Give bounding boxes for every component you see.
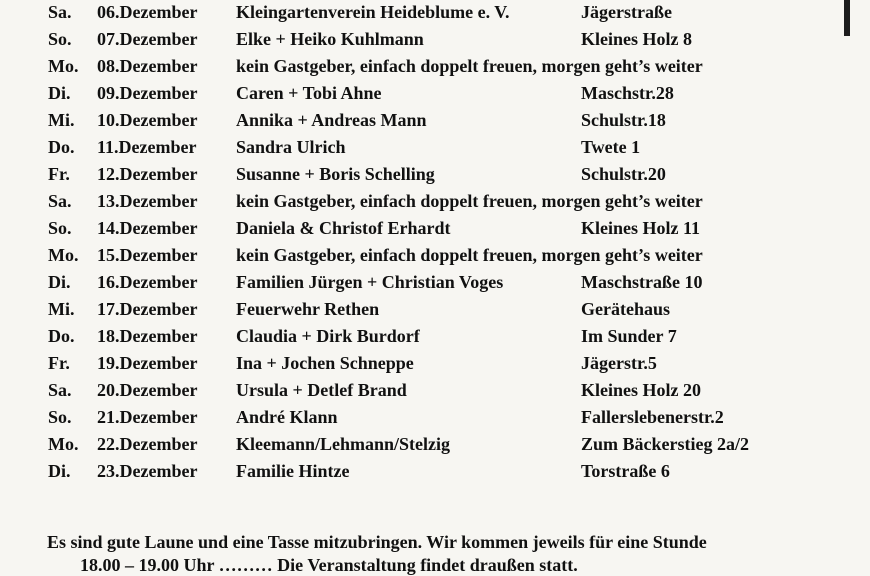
weekday-label: Sa. [48, 2, 72, 22]
date-label: 18.Dezember [97, 326, 198, 346]
schedule-row [0, 55, 850, 82]
schedule-row [0, 28, 850, 55]
venue-address: Fallerslebenerstr.2 [581, 407, 724, 427]
host-name: Familie Hintze [236, 461, 350, 481]
venue-address: Schulstr.20 [581, 164, 666, 184]
host-name: Kleemann/Lehmann/Stelzig [236, 434, 451, 454]
schedule-row [0, 271, 850, 298]
weekday-label: Di. [48, 272, 71, 292]
date-label: 10.Dezember [97, 110, 198, 130]
schedule-row [0, 433, 850, 460]
schedule-row [0, 352, 850, 379]
host-name: Kleingartenverein Heideblume e. V. [236, 2, 510, 22]
date-label: 15.Dezember [97, 245, 198, 265]
host-name: Ina + Jochen Schneppe [236, 353, 414, 373]
weekday-label: So. [48, 29, 72, 49]
date-label: 13.Dezember [97, 191, 198, 211]
schedule-row [0, 379, 850, 406]
weekday-label: So. [48, 407, 72, 427]
date-label: 12.Dezember [97, 164, 198, 184]
schedule-row [0, 1, 850, 28]
weekday-label: Mo. [48, 245, 79, 265]
venue-address: Maschstraße 10 [581, 272, 703, 292]
host-name: kein Gastgeber, einfach doppelt freuen, morgen geht’s weiter [236, 56, 703, 76]
host-name: Annika + Andreas Mann [236, 110, 427, 130]
weekday-label: So. [48, 218, 72, 238]
weekday-label: Mi. [48, 110, 75, 130]
weekday-label: Mo. [48, 434, 79, 454]
date-label: 08.Dezember [97, 56, 198, 76]
weekday-label: Fr. [48, 353, 70, 373]
host-name: Elke + Heiko Kuhlmann [236, 29, 424, 49]
date-label: 16.Dezember [97, 272, 198, 292]
schedule-row [0, 298, 850, 325]
weekday-label: Sa. [48, 380, 72, 400]
date-label: 22.Dezember [97, 434, 198, 454]
host-name: Daniela & Christof Erhardt [236, 218, 451, 238]
weekday-label: Do. [48, 137, 75, 157]
venue-address: Torstraße 6 [581, 461, 670, 481]
host-name: Familien Jürgen + Christian Voges [236, 272, 504, 292]
schedule-row [0, 190, 850, 217]
date-label: 11.Dezember [97, 137, 197, 157]
date-label: 19.Dezember [97, 353, 198, 373]
schedule-row [0, 325, 850, 352]
venue-address: Twete 1 [581, 137, 641, 157]
schedule-row [0, 217, 850, 244]
host-name: Ursula + Detlef Brand [236, 380, 407, 400]
date-label: 21.Dezember [97, 407, 198, 427]
weekday-label: Mi. [48, 299, 75, 319]
schedule-row [0, 82, 850, 109]
date-label: 23.Dezember [97, 461, 198, 481]
host-name: kein Gastgeber, einfach doppelt freuen, morgen geht’s weiter [236, 245, 703, 265]
weekday-label: Di. [48, 83, 71, 103]
venue-address: Kleines Holz 11 [581, 218, 700, 238]
schedule-row [0, 406, 850, 433]
closing-note-line-2: 18.00 – 19.00 Uhr ……… Die Veranstaltung findet draußen statt. [80, 555, 578, 575]
date-label: 09.Dezember [97, 83, 198, 103]
venue-address: Jägerstr.5 [581, 353, 657, 373]
weekday-label: Sa. [48, 191, 72, 211]
schedule-row [0, 163, 850, 190]
date-label: 20.Dezember [97, 380, 198, 400]
closing-note-line-1: Es sind gute Laune und eine Tasse mitzubringen. Wir kommen jeweils für eine Stunde [47, 532, 707, 552]
date-label: 14.Dezember [97, 218, 198, 238]
date-label: 06.Dezember [97, 2, 198, 22]
schedule-row [0, 136, 850, 163]
date-label: 17.Dezember [97, 299, 198, 319]
host-name: Sandra Ulrich [236, 137, 346, 157]
venue-address: Gerätehaus [581, 299, 670, 319]
venue-address: Im Sunder 7 [581, 326, 677, 346]
venue-address: Kleines Holz 20 [581, 380, 701, 400]
host-name: kein Gastgeber, einfach doppelt freuen, morgen geht’s weiter [236, 191, 703, 211]
host-name: André Klann [236, 407, 338, 427]
host-name: Caren + Tobi Ahne [236, 83, 382, 103]
host-name: Claudia + Dirk Burdorf [236, 326, 420, 346]
venue-address: Schulstr.18 [581, 110, 666, 130]
schedule-row [0, 109, 850, 136]
weekday-label: Fr. [48, 164, 70, 184]
schedule-row [0, 460, 850, 487]
weekday-label: Do. [48, 326, 75, 346]
venue-address: Maschstr.28 [581, 83, 674, 103]
venue-address: Jägerstraße [581, 2, 672, 22]
weekday-label: Di. [48, 461, 71, 481]
date-label: 07.Dezember [97, 29, 198, 49]
schedule-row [0, 244, 850, 271]
venue-address: Kleines Holz 8 [581, 29, 692, 49]
host-name: Susanne + Boris Schelling [236, 164, 435, 184]
venue-address: Zum Bäckerstieg 2a/2 [581, 434, 749, 454]
weekday-label: Mo. [48, 56, 79, 76]
host-name: Feuerwehr Rethen [236, 299, 380, 319]
